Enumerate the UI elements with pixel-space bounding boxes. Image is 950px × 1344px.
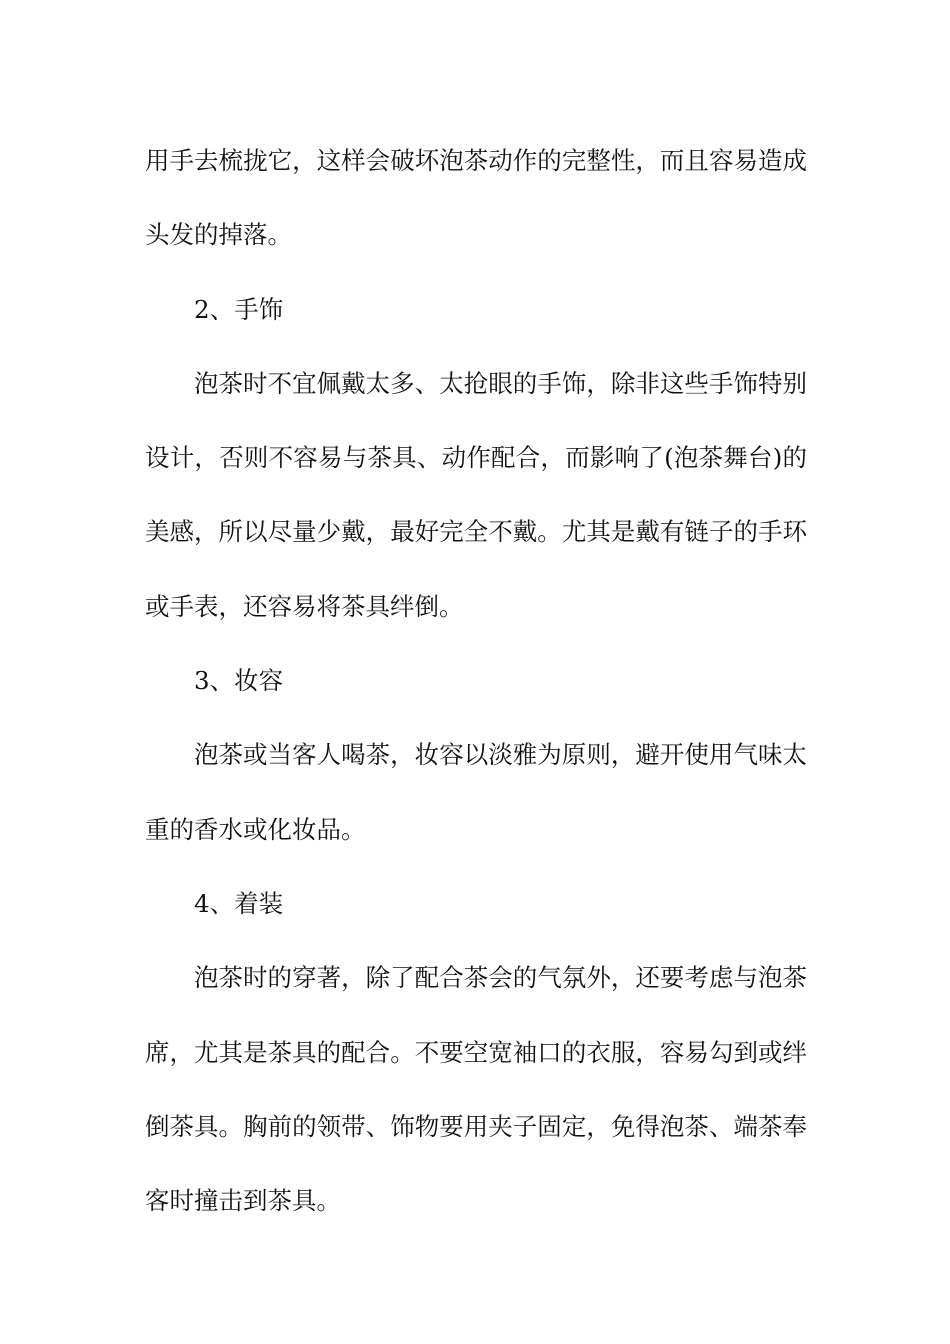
paragraph-makeup: 泡茶或当客人喝茶，妆容以淡雅为原则，避开使用气味太重的香水或化妆品。 [145, 740, 807, 844]
paragraph-continued: 用手去梳拢它，这样会破坏泡茶动作的完整性，而且容易造成头发的掉落。 [145, 146, 807, 250]
paragraph-attire: 泡茶时的穿著，除了配合茶会的气氛外，还要考虑与泡茶席，尤其是茶具的配合。不要空宽袖口的衣服，容易勾到或绊倒茶具。胸前的领带、饰物要用夹子固定，免得泡茶、端茶奉客时撞击到茶具。 [145, 963, 807, 1216]
heading-hand-ornaments: 2、手饰 [194, 294, 284, 324]
paragraph-hand-ornaments: 泡茶时不宜佩戴太多、太抢眼的手饰，除非这些手饰特别设计，否则不容易与茶具、动作配合，而影响了(泡茶舞台)的美感，所以尽量少戴，最好完全不戴。尤其是戴有链子的手环或手表，还容易将茶具绊倒。 [145, 368, 807, 621]
document-body [145, 124, 807, 1238]
heading-makeup: 3、妆容 [194, 666, 284, 696]
heading-attire: 4、着装 [194, 888, 284, 918]
